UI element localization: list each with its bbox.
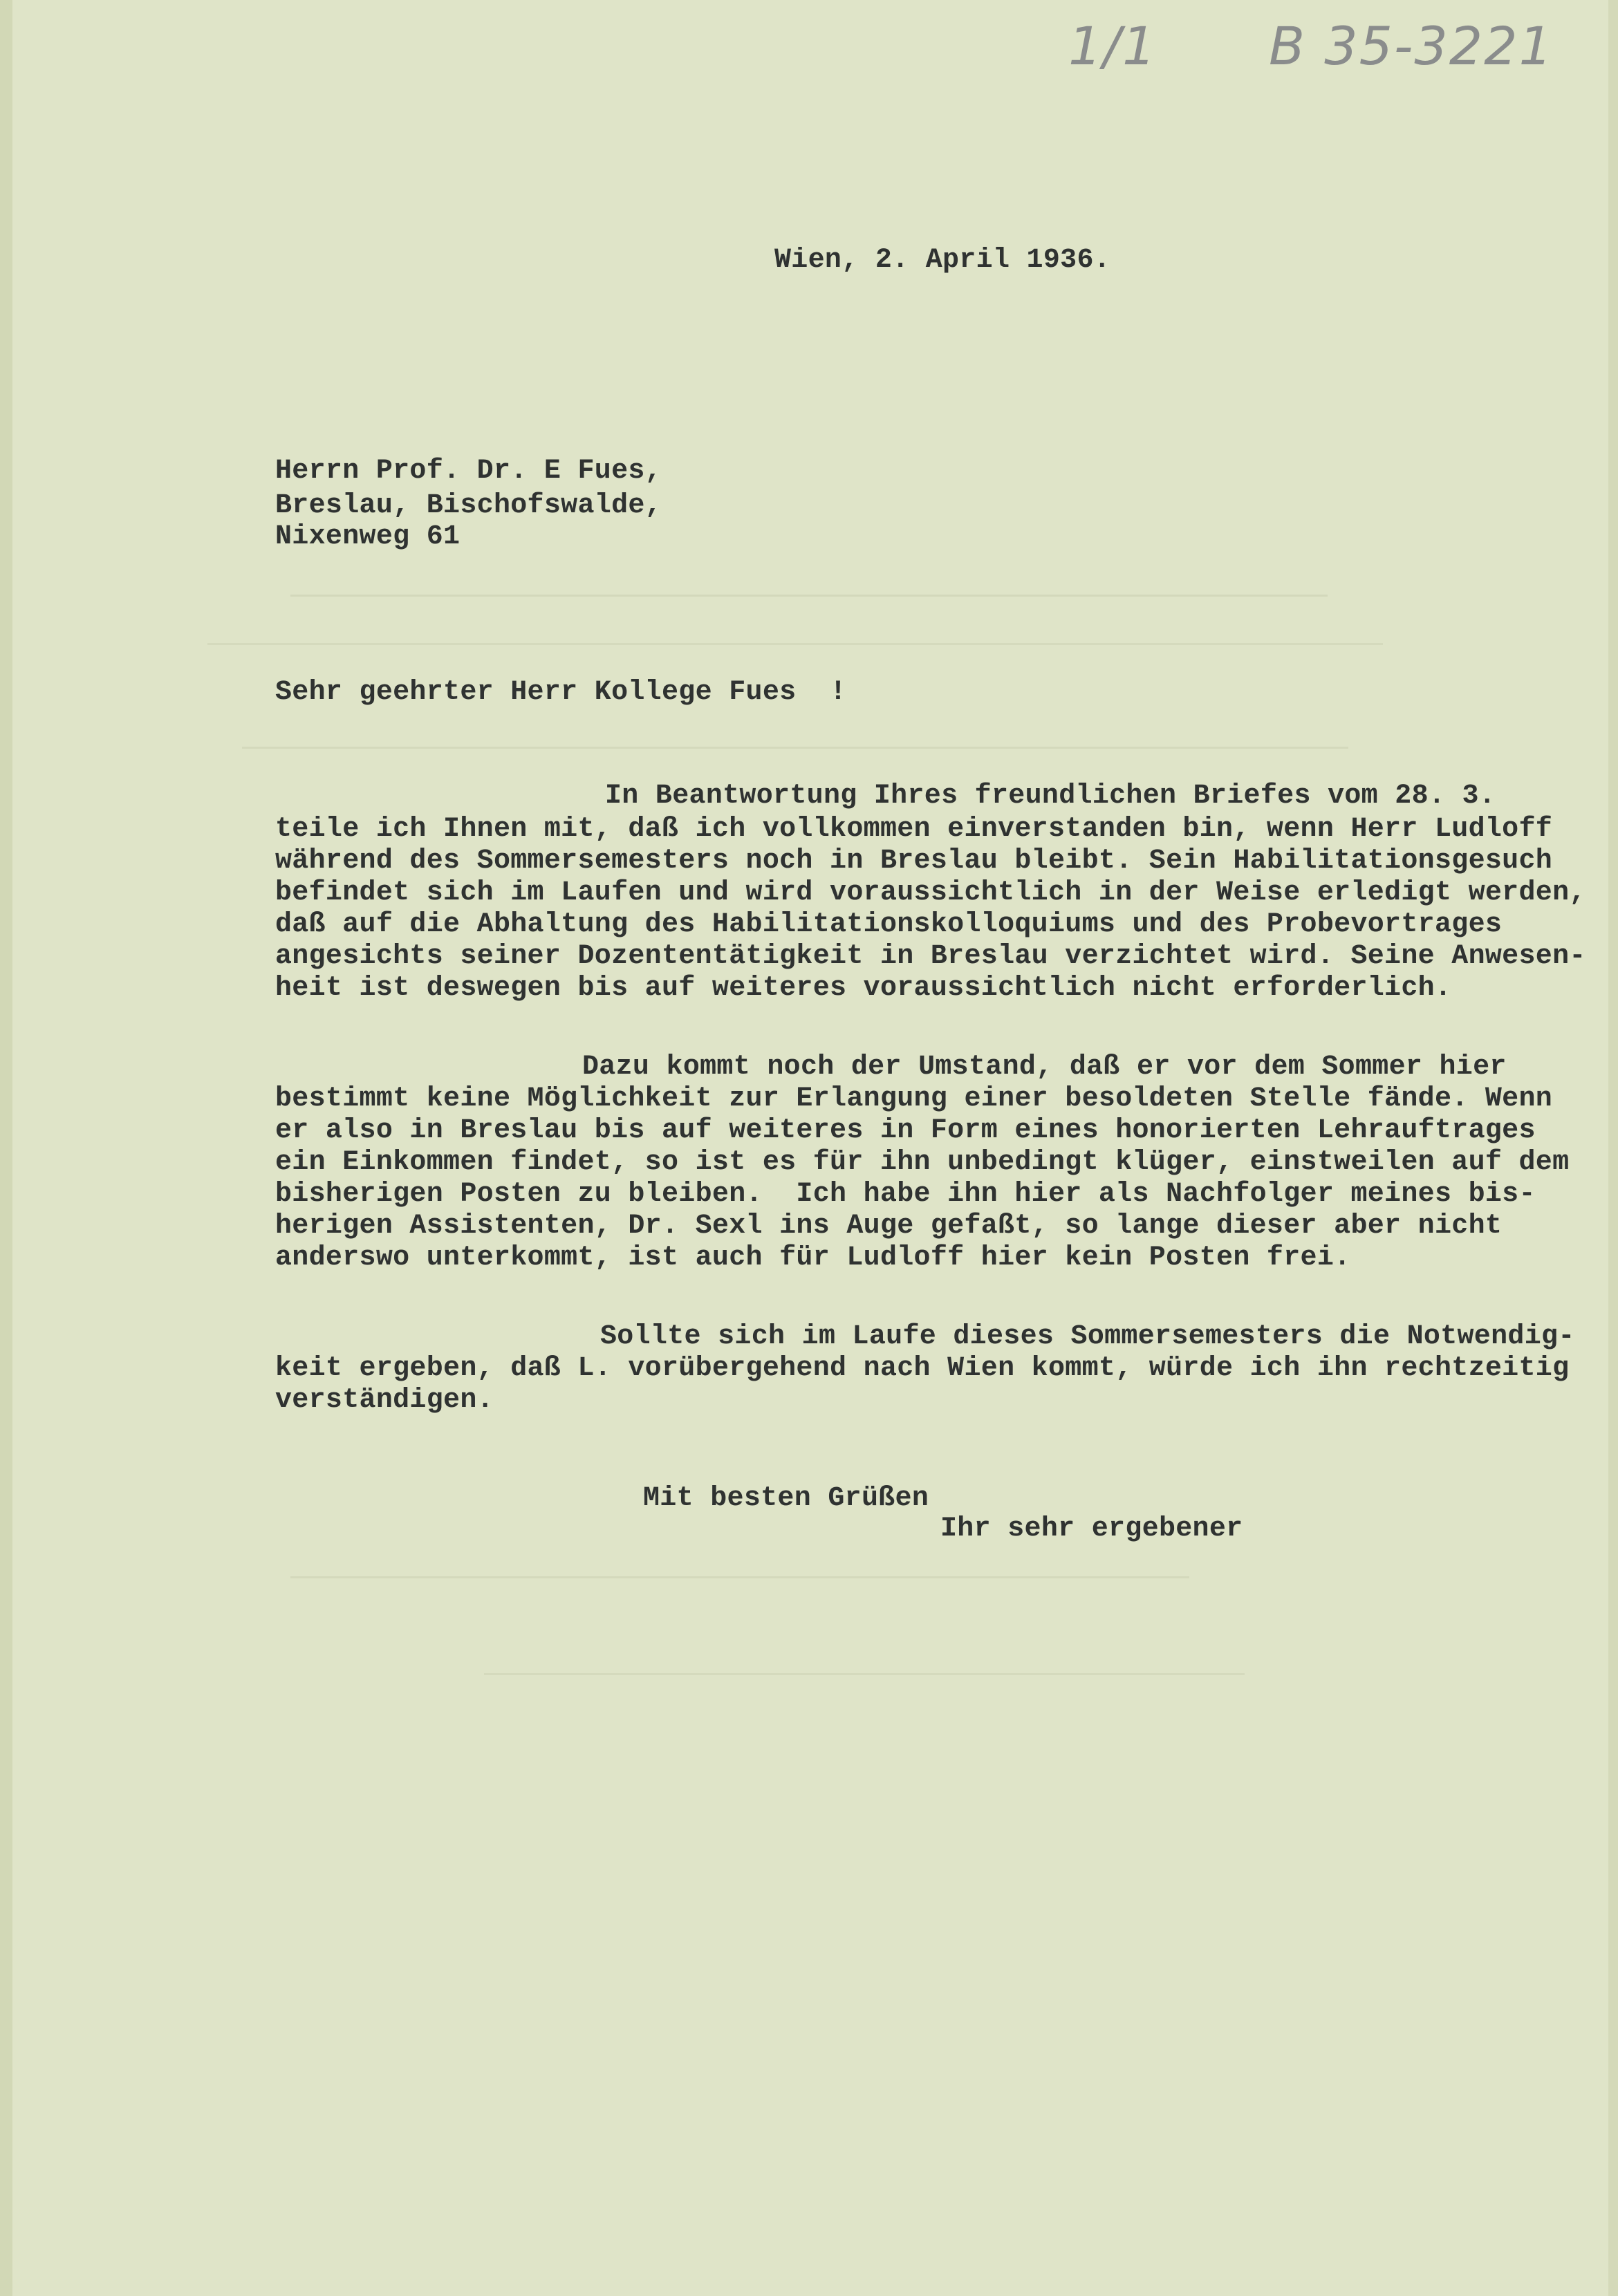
recipient-line: Nixenweg 61 (275, 521, 461, 552)
recipient-line: Breslau, Bischofswalde, (275, 490, 662, 521)
archive-reference-annotation: B 35-3221 (1269, 15, 1554, 77)
text-line: verständigen. (275, 1385, 494, 1416)
text-line: während des Sommersemesters noch in Breslau bleibt. Sein Habilitationsgesuch (275, 846, 1553, 877)
text-line: Sollte sich im Laufe dieses Sommersemesters die Notwendig- (600, 1321, 1575, 1352)
text-line: daß auf die Abhaltung des Habilitationskolloquiums und des Probevortrages (275, 909, 1503, 940)
folio-annotation: 1/1 (1068, 15, 1157, 77)
recipient-line: Herrn Prof. Dr. E Fues, (275, 456, 662, 487)
text-line: teile ich Ihnen mit, daß ich vollkommen einverstanden bin, wenn Herr Ludloff (275, 814, 1553, 845)
text-line: keit ergeben, daß L. vorübergehend nach Wien kommt, würde ich ihn rechtzeitig (275, 1353, 1570, 1384)
closing: Mit besten Grüßen (643, 1483, 929, 1514)
text-line: herigen Assistenten, Dr. Sexl ins Auge gefaßt, so lange dieser aber nicht (275, 1211, 1503, 1242)
letter-date: Wien, 2. April 1936. (774, 245, 1111, 276)
text-line: ein Einkommen findet, so ist es für ihn unbedingt klüger, einstweilen auf dem (275, 1147, 1570, 1178)
signoff: Ihr sehr ergebener (940, 1513, 1243, 1544)
text-line: angesichts seiner Dozententätigkeit in Breslau verzichtet wird. Seine Anwesen- (275, 941, 1586, 972)
text-line: er also in Breslau bis auf weiteres in Form eines honorierten Lehrauftrages (275, 1115, 1536, 1146)
text-line: befindet sich im Laufen und wird voraussichtlich in der Weise erledigt werden, (275, 877, 1586, 908)
scan-edge-right (1608, 0, 1618, 2296)
scan-edge-left (0, 0, 12, 2296)
text-line: anderswo unterkommt, ist auch für Ludloff hier kein Posten frei. (275, 1242, 1351, 1273)
salutation: Sehr geehrter Herr Kollege Fues ! (275, 677, 847, 708)
text-line: heit ist deswegen bis auf weiteres voraussichtlich nicht erforderlich. (275, 973, 1452, 1004)
text-line: bisherigen Posten zu bleiben. Ich habe ihn hier als Nachfolger meines bis- (275, 1179, 1536, 1210)
text-line: Dazu kommt noch der Umstand, daß er vor dem Sommer hier (582, 1052, 1507, 1083)
text-line: bestimmt keine Möglichkeit zur Erlangung einer besoldeten Stelle fände. Wenn (275, 1083, 1553, 1114)
text-line: In Beantwortung Ihres freundlichen Briefes vom 28. 3. (605, 781, 1496, 812)
